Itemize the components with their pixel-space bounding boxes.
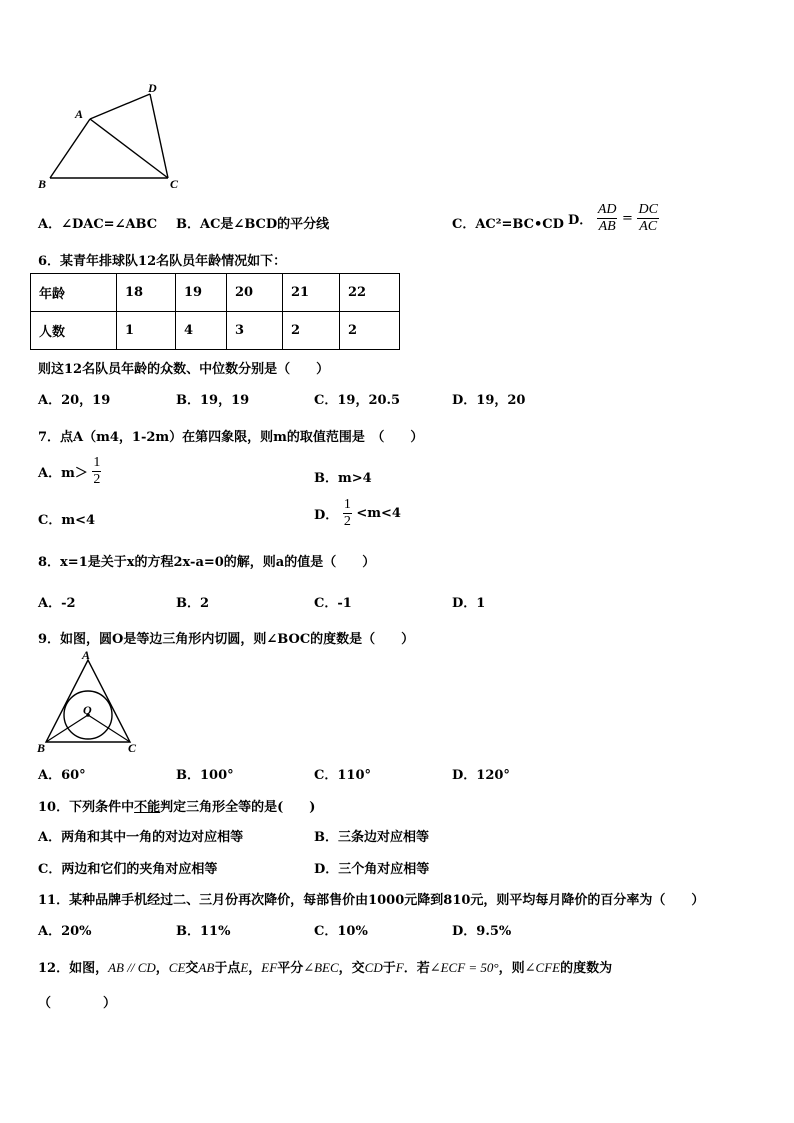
table-cell: 2 <box>283 312 340 350</box>
label-a: A <box>82 648 91 662</box>
fraction-numerator: DC <box>638 202 658 217</box>
q7-option-c[interactable]: C．m<4 <box>38 513 96 528</box>
table-cell: 18 <box>117 274 176 312</box>
q5-option-d-fraction-1 <box>597 202 618 235</box>
q12-text: 于点 <box>214 961 241 976</box>
q11-option-b[interactable]: B．11% <box>176 924 231 939</box>
q6-stem: 6．某青年排球队12名队员年龄情况如下： <box>38 254 287 269</box>
q11-option-a[interactable]: A．20% <box>38 924 92 939</box>
table-cell: 年龄 <box>31 274 117 312</box>
segment-ad <box>90 94 150 119</box>
q12-math: EF <box>261 960 278 975</box>
q11-option-c[interactable]: C．10% <box>314 924 368 939</box>
q9-stem: 9．如图，圆O是等边三角形内切圆，则∠BOC的度数是（ ） <box>38 632 415 647</box>
fraction-numerator: AD <box>597 202 617 217</box>
q5-option-b[interactable]: B．AC是∠BCD的平分线 <box>176 217 330 232</box>
q8-option-a[interactable]: A．-2 <box>38 596 76 611</box>
table-cell: 2 <box>340 312 400 350</box>
q12-math: AB <box>198 960 215 975</box>
label-b: B <box>38 177 47 191</box>
q8-option-d[interactable]: D．1 <box>452 596 486 611</box>
equilateral-triangle <box>46 660 130 742</box>
segment-dc <box>150 94 168 178</box>
q10-option-d[interactable]: D．三个角对应相等 <box>314 862 430 877</box>
fraction-denominator: 2 <box>343 514 351 529</box>
table-cell: 19 <box>176 274 227 312</box>
q12-text: 平分 <box>277 961 304 976</box>
q12-text: 12．如图， <box>38 961 109 976</box>
age-table <box>30 273 400 350</box>
q9-option-c[interactable]: C．110° <box>314 768 371 783</box>
q6-option-d[interactable]: D．19，20 <box>452 393 526 408</box>
q7-stem: 7．点A（m4，1-2m）在第四象限，则m的取值范围是 （ ） <box>38 430 424 445</box>
q5-option-d-prefix: D． <box>568 213 593 228</box>
q12-text: 交 <box>185 961 199 976</box>
q6-option-a[interactable]: A．20，19 <box>38 393 111 408</box>
figure-q5 <box>38 82 188 194</box>
label-c: C <box>128 741 137 755</box>
q12-text: ， <box>248 961 262 976</box>
fraction-one-half <box>92 455 101 488</box>
label-d: D <box>148 82 157 95</box>
fraction-denominator: 2 <box>93 472 101 487</box>
fraction-numerator: 1 <box>343 497 351 512</box>
q6-option-b[interactable]: B．19，19 <box>176 393 250 408</box>
q12-text: ，交 <box>338 961 365 976</box>
q12-math: ∠ECF = 50° <box>429 960 499 975</box>
q12-math: F <box>395 960 404 975</box>
q8-option-b[interactable]: B．2 <box>176 596 210 611</box>
table-cell: 20 <box>227 274 283 312</box>
q10-stem-post: 判定三角形全等的是( ) <box>160 800 316 815</box>
q12-text: ， <box>155 961 169 976</box>
segment-ba <box>50 119 90 178</box>
fraction-one-half <box>343 497 352 530</box>
q6-option-c[interactable]: C．19，20.5 <box>314 393 401 408</box>
q6-question: 则这12名队员年龄的众数、中位数分别是（ ） <box>38 362 330 377</box>
q12-text: ，则 <box>498 961 525 976</box>
table-cell: 22 <box>340 274 400 312</box>
q5-option-c[interactable]: C．AC²=BC•CD <box>452 217 564 232</box>
figure-q9 <box>36 648 142 756</box>
q10-option-b[interactable]: B．三条边对应相等 <box>314 830 429 845</box>
q11-stem: 11．某种品牌手机经过二、三月份再次降价，每部售价由1000元降到810元，则平均每月降价的百分率为（ ） <box>38 893 705 908</box>
q12-text: 于 <box>382 961 396 976</box>
q12-math: CE <box>168 960 186 975</box>
q10-option-a[interactable]: A．两角和其中一角的对边对应相等 <box>38 830 244 845</box>
q12-math: E <box>240 960 249 975</box>
q12-math: ∠BEC <box>303 960 339 975</box>
table-cell: 3 <box>227 312 283 350</box>
q5-option-d[interactable] <box>568 202 659 235</box>
q10-stem-underline: 不能 <box>134 800 161 815</box>
q9-option-a[interactable]: A．60° <box>38 768 86 783</box>
q8-option-c[interactable]: C．-1 <box>314 596 352 611</box>
q12-text: ．若 <box>403 961 430 976</box>
q7-option-b[interactable]: B．m>4 <box>314 471 372 486</box>
table-cell: 人数 <box>31 312 117 350</box>
fraction-numerator: 1 <box>93 455 101 470</box>
table-row <box>31 312 400 350</box>
equals-sign: = <box>622 211 633 226</box>
fraction-denominator: AB <box>598 219 616 234</box>
fraction-denominator: AC <box>639 219 658 234</box>
q12-math: CD <box>364 960 383 975</box>
label-b: B <box>37 741 46 755</box>
incircle-triangle-diagram <box>36 648 142 756</box>
q5-option-a[interactable]: A．∠DAC=∠ABC <box>38 217 158 232</box>
q12-math: AB // CD <box>108 960 156 975</box>
q7-option-a-prefix: A．m＞ <box>38 466 88 481</box>
q12-math: ∠CFE <box>524 960 561 975</box>
q11-option-d[interactable]: D．9.5% <box>452 924 512 939</box>
triangle-abcd-diagram <box>38 82 188 194</box>
label-a: A <box>75 107 84 121</box>
q7-option-a[interactable] <box>38 455 101 488</box>
q10-stem <box>38 796 315 815</box>
table-cell: 21 <box>283 274 340 312</box>
q12-stem <box>38 957 612 976</box>
label-c: C <box>170 177 179 191</box>
q12-answer-blank: （ ） <box>38 996 117 1011</box>
q10-stem-pre: 10．下列条件中 <box>38 800 135 815</box>
q12-text: 的度数为 <box>560 961 613 976</box>
table-cell: 1 <box>117 312 176 350</box>
q5-option-d-fraction-2 <box>637 202 658 235</box>
label-o: O <box>83 703 92 717</box>
q10-option-c[interactable]: C．两边和它们的夹角对应相等 <box>38 862 218 877</box>
segment-ac <box>90 119 168 178</box>
table-row <box>31 274 400 312</box>
q9-option-d[interactable]: D．120° <box>452 768 510 783</box>
table-cell: 4 <box>176 312 227 350</box>
q7-option-d-suffix: <m<4 <box>356 506 401 521</box>
q7-option-d[interactable] <box>314 497 401 530</box>
q7-option-d-prefix: D． <box>314 508 339 523</box>
q8-stem: 8．x=1是关于x的方程2x-a=0的解，则a的值是（ ） <box>38 555 376 570</box>
q9-option-b[interactable]: B．100° <box>176 768 234 783</box>
